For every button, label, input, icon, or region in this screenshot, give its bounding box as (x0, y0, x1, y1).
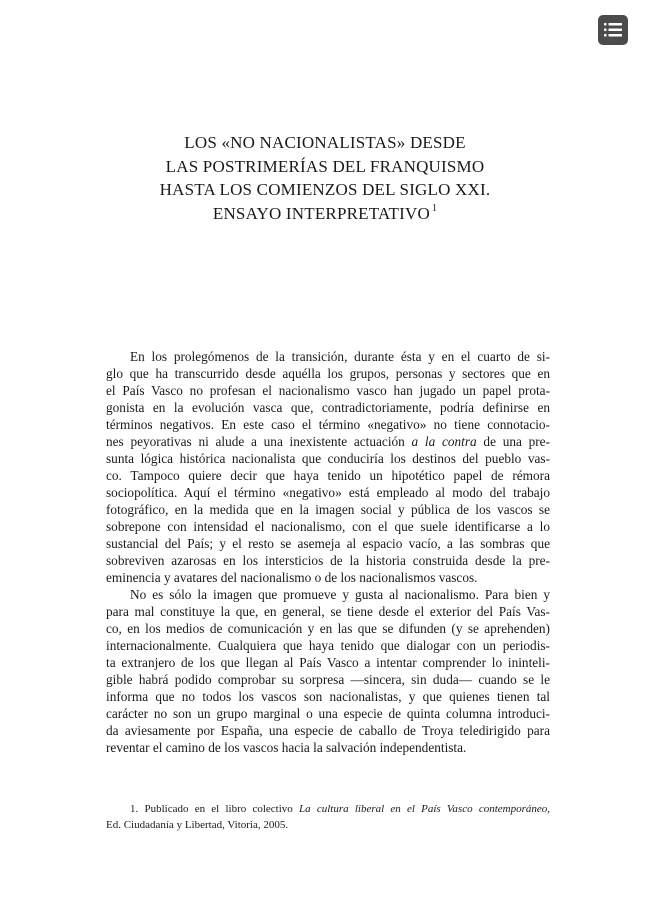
footnote-reference[interactable]: 1 (431, 202, 438, 214)
text-line: gonista en la evolución vasca que, contradictoriamente, podría definirse en (106, 400, 550, 415)
menu-button[interactable] (598, 15, 628, 45)
paragraph-2 (106, 586, 550, 756)
footnote-text: Publicado en el libro colectivo (138, 803, 299, 815)
text-line: ta extranjero de los que llegan al País Vasco a intentar comprender lo ininteli- (106, 655, 550, 670)
text-line: carácter no son un grupo marginal o una especie de quinta columna introduci- (106, 706, 550, 721)
book-title: La cultura liberal en el País Vasco contemporáneo (299, 803, 548, 815)
text-line: eminencia y avatares del nacionalismo o de los nacionalismos vascos. (106, 570, 478, 585)
text-line: sunta lógica histórica nacionalista que conduciría los destinos del pueblo vas- (106, 451, 550, 466)
text-line (106, 433, 550, 450)
title-line-2: LAS POSTRIMERÍAS DEL FRANQUISMO (165, 156, 485, 176)
footnote-number: 1. (130, 803, 139, 815)
body-text (106, 348, 550, 756)
footnote-punct: , (547, 803, 550, 815)
italic-phrase: a la contra (411, 434, 477, 449)
footnote-line-1 (106, 801, 550, 817)
text-line: reventar el camino de los vascos hacia la salvación independentista. (106, 740, 467, 755)
title-line-4 (100, 202, 550, 226)
text-line: para mal constituye la que, en general, se tiene desde el exterior del País Vas- (106, 604, 550, 619)
text-line: No es sólo la imagen que promueve y gusta al nacionalismo. Para bien y (130, 587, 550, 602)
text-line: informa que no todos los vascos son nacionalistas, y que quienes tienen tal (106, 689, 550, 704)
footnote (106, 801, 550, 833)
footnote-line-2: Ed. Ciudadanía y Libertad, Vitoria, 2005. (106, 819, 289, 831)
chapter-title (100, 131, 550, 225)
text-line: En los prolegómenos de la transición, durante ésta y en el cuarto de si- (130, 349, 550, 364)
text-line: internacionalmente. Cualquiera que haya tenido que dialogar con un periodis- (106, 638, 550, 653)
text-line: gible habrá podido comprobar su sorpresa —sincera, sin duda— cuando se le (106, 672, 550, 687)
title-line-3: HASTA LOS COMIENZOS DEL SIGLO XXI. (159, 180, 491, 199)
text-line: sociopolítica. Aquí el término «negativo» está empleado al modo del trabajo (106, 485, 550, 500)
text-line: co. Tampoco quiere decir que haya tenido un hipotético papel de rémora (106, 468, 550, 483)
text-line: glo que ha transcurrido desde aquélla los grupos, personas y sectores que en (106, 366, 550, 381)
text-segment: nes peyorativas ni alude a una inexistente actuación (106, 434, 412, 449)
text-line: términos negativos. En este caso el término «negativo» no tiene connotacio- (106, 417, 550, 432)
list-menu-icon (598, 15, 628, 45)
text-segment: de una pre- (476, 434, 551, 449)
text-line: sobrepone con intensidad el nacionalismo, con el que suele identificarse a lo (106, 519, 550, 534)
paragraph-1 (106, 348, 550, 586)
text-line: sustancial del País; y el resto se asemeja al espacio vacío, a las sombras que (106, 536, 550, 551)
title-line-4-text: ENSAYO INTERPRETATIVO (212, 203, 430, 223)
text-line: sobreviven azarosas en los intersticios de la historia construida desde la pre- (106, 553, 550, 568)
text-line: el País Vasco no profesan el nacionalismo vasco han jugado un papel prota- (106, 383, 550, 398)
text-line: fotográfico, en la medida que en la imagen social y pública de los vascos se (106, 502, 550, 517)
text-line: da aviesamente por España, una especie de caballo de Troya teledirigido para (106, 723, 550, 738)
text-line: co, en los medios de comunicación y en las que se difunden (y se aprehenden) (106, 621, 550, 636)
title-line-1: LOS «NO NACIONALISTAS» DESDE (184, 133, 466, 152)
